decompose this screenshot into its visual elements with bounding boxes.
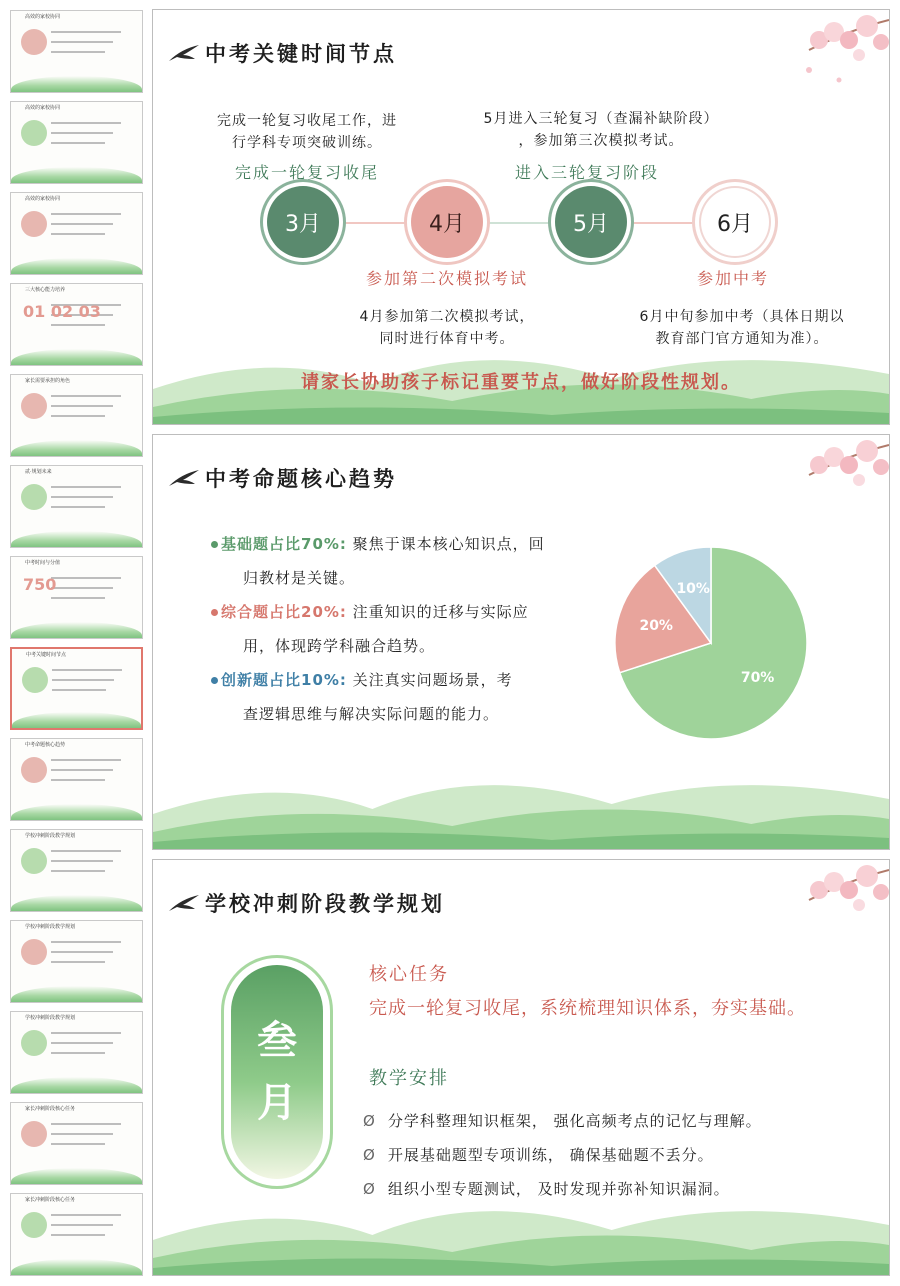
month-node-3: 3月 [267,186,339,258]
slide-thumbnail[interactable] [10,556,143,639]
cherry-blossom-decoration [789,860,889,945]
thumbnail-graphic [21,1030,47,1056]
slide-title-text: 中考关键时间节点 [205,41,397,66]
thumbnail-text-line [51,233,105,235]
timeline-connector [627,222,697,224]
cherry-blossom-decoration [789,10,889,95]
thumbnail-graphic [21,757,47,783]
slide-thumbnail[interactable] [10,920,143,1003]
thumbnail-title: 家长冲刺阶段核心任务 [25,1197,76,1203]
thumbnail-text-line [51,415,105,417]
slide-thumbnail[interactable] [10,1102,143,1185]
thumbnail-text-line [51,1234,105,1236]
thumbnail-graphic [21,1121,47,1147]
slide-thumbnail[interactable] [10,647,143,730]
thumbnail-hills [11,167,142,183]
core-task-text: 完成一轮复习收尾，系统梳理知识体系，夯实基础。 [369,998,806,1019]
month-badge [221,955,333,1189]
pie-slice-label: 20% [639,618,673,635]
thumbnail-title: 中考命题核心趋势 [25,742,66,748]
thumbnail-graphic [21,939,47,965]
thumbnail-text-line [51,506,105,508]
thumbnail-hills [11,440,142,456]
thumbnail-hills [11,1259,142,1275]
thumbnail-hills [11,804,142,820]
thumbnail-title: 高效的家校协同 [25,196,61,202]
thumbnail-title: 学校冲刺阶段教学规划 [25,1015,76,1021]
thumbnail-text-line [51,395,121,397]
month-badge-char: 叁 [257,1017,297,1064]
thumbnail-graphic [21,29,47,55]
node-desc-3: 完成一轮复习收尾工作，进 行学科专项突破训练。 [217,113,397,151]
trend-item-innovative: 创新题占比10%: 关注真实问题场景，考 查逻辑思维与解决实际问题的能力。 [211,663,591,731]
swallow-icon [167,891,201,915]
trend-item-basic: 基础题占比70%: 聚焦于课本核心知识点，回 归教材是关键。 [211,527,591,595]
slide-title-text: 学校冲刺阶段教学规划 [205,891,445,916]
month-node-6: 6月 [699,186,771,258]
month-badge-char: 月 [257,1079,297,1126]
thumbnail-hills [11,622,142,638]
thumbnail-text-line [51,779,105,781]
month-node-5: 5月 [555,186,627,258]
thumbnail-text-line [51,496,113,498]
thumbnail-text-line [51,961,105,963]
thumbnail-text-line [51,1133,113,1135]
thumbnail-text-line [52,689,106,691]
thumbnail-hills [11,531,142,547]
thumbnail-title: 高效的家校协同 [25,105,61,111]
slide-thumbnail[interactable] [10,10,143,93]
thumbnail-graphic [21,211,47,237]
node-desc-5: 5月进入三轮复习（查漏补缺阶段） ，参加第三次模拟考试。 [483,111,719,149]
thumbnail-text-line [52,669,122,671]
slide-thumbnail[interactable] [10,1193,143,1276]
thumbnail-text-line [51,870,105,872]
thumbnail-hills [11,986,142,1002]
thumbnail-text-line [51,951,113,953]
teaching-arrangement-label: 教学安排 [369,1068,449,1089]
thumbnail-text-line [51,213,121,215]
thumbnail-text-line [51,31,121,33]
slide-exam-trends[interactable] [152,434,890,850]
slide-thumbnail[interactable] [10,1011,143,1094]
pie-slice-label: 70% [740,669,775,686]
node-desc-4: 4月参加第二次模拟考试， 同时进行体育中考。 [359,309,535,347]
arrangement-item: Ø 分学科整理知识框架， 强化高频考点的记忆与理解。 [363,1112,762,1130]
arrangement-item: Ø 开展基础题型专项训练， 确保基础题不丢分。 [363,1146,714,1164]
thumbnail-graphic [21,120,47,146]
thumbnail-text-line [52,679,114,681]
swallow-icon [167,41,201,65]
thumbnail-title: 家长需要承担的角色 [25,378,71,384]
thumbnail-text-line [51,486,121,488]
thumbnail-text-line [51,122,121,124]
core-task-label: 核心任务 [369,964,449,985]
thumbnail-text-line [51,132,113,134]
slide-thumbnail[interactable] [10,283,143,366]
thumbnail-text-line [51,941,121,943]
thumbnail-text-line [51,1042,113,1044]
thumbnail-hills [11,76,142,92]
trend-item-comprehensive: 综合题占比20%: 注重知识的迁移与实际应 用，体现跨学科融合趋势。 [211,595,591,663]
thumbnail-text-line [51,1052,105,1054]
cherry-blossom-decoration [789,435,889,520]
node-phase-3: 完成一轮复习收尾 [234,163,379,182]
slide-thumbnail[interactable] [10,101,143,184]
node-phase-5: 进入三轮复习阶段 [514,163,659,182]
slide-thumbnail-rail [0,0,150,1286]
thumbnail-title: 家长冲刺阶段核心任务 [25,1106,76,1112]
slide-school-plan[interactable] [152,859,890,1276]
thumbnail-text-line [51,587,113,589]
thumbnail-title: 学校冲刺阶段教学规划 [25,833,76,839]
thumbnail-hills [11,258,142,274]
thumbnail-graphic [22,667,48,693]
thumbnail-hills [11,1077,142,1093]
thumbnail-text-line [51,860,113,862]
timeline-connector [483,222,553,224]
hills-decoration [153,1180,889,1275]
thumbnail-title: 中考关键时间节点 [26,652,67,658]
node-phase-4: 参加第二次模拟考试 [365,269,528,288]
slide-title [167,38,397,68]
thumbnail-hills [11,349,142,365]
slide-thumbnail[interactable] [10,374,143,457]
thumbnail-text-line [51,769,113,771]
timeline-connector [339,222,409,224]
slide-thumbnail[interactable] [10,829,143,912]
thumbnail-title: 贰·规划未来 [25,469,52,475]
thumbnail-text-line [51,597,105,599]
thumbnail-graphic [21,393,47,419]
slide-title [167,463,397,493]
question-type-pie-chart [613,545,809,741]
thumbnail-title: 高效的家校协同 [25,14,61,20]
bullet-dot [211,609,218,616]
thumbnail-graphic [21,484,47,510]
thumbnail-title: 三大核心能力培养 [25,287,66,293]
pie-slice-label: 10% [676,581,710,598]
node-phase-6: 参加中考 [696,269,769,288]
slide-title-text: 中考命题核心趋势 [205,466,397,491]
thumbnail-hills [11,895,142,911]
slide-thumbnail[interactable] [10,465,143,548]
parent-notice: 请家长协助孩子标记重要节点，做好阶段性规划。 [301,372,741,393]
thumbnail-text-line [51,1143,105,1145]
thumbnail-text-line [51,405,113,407]
thumbnail-graphic [21,848,47,874]
slide-key-dates[interactable] [152,9,890,425]
node-desc-6: 6月中旬参加中考（具体日期以 教育部门官方通知为准）。 [639,309,845,347]
swallow-icon [167,466,201,490]
hills-decoration [153,754,889,849]
month-node-4: 4月 [411,186,483,258]
bullet-dot [211,677,218,684]
slide-thumbnail[interactable] [10,192,143,275]
thumbnail-text-line [51,324,105,326]
thumbnail-text-line [51,41,113,43]
thumbnail-big-text: 750 [23,575,57,594]
arrangement-item: Ø 组织小型专题测试， 及时发现并弥补知识漏洞。 [363,1180,730,1198]
thumbnail-text-line [51,1032,121,1034]
thumbnail-text-line [51,1214,121,1216]
bullet-dot [211,541,218,548]
thumbnail-text-line [51,850,121,852]
slide-title [167,888,445,918]
thumbnail-text-line [51,1224,113,1226]
thumbnail-hills [11,1168,142,1184]
thumbnail-hills [12,712,141,728]
thumbnail-title: 学校冲刺阶段教学规划 [25,924,76,930]
thumbnail-text-line [51,142,105,144]
thumbnail-text-line [51,1123,121,1125]
thumbnail-title: 中考时间与分值 [25,560,61,566]
slide-thumbnail[interactable] [10,738,143,821]
thumbnail-graphic [21,1212,47,1238]
thumbnail-text-line [51,577,121,579]
thumbnail-text-line [51,51,105,53]
thumbnail-text-line [51,223,113,225]
thumbnail-big-text: 01 02 03 [23,302,101,321]
thumbnail-text-line [51,759,121,761]
